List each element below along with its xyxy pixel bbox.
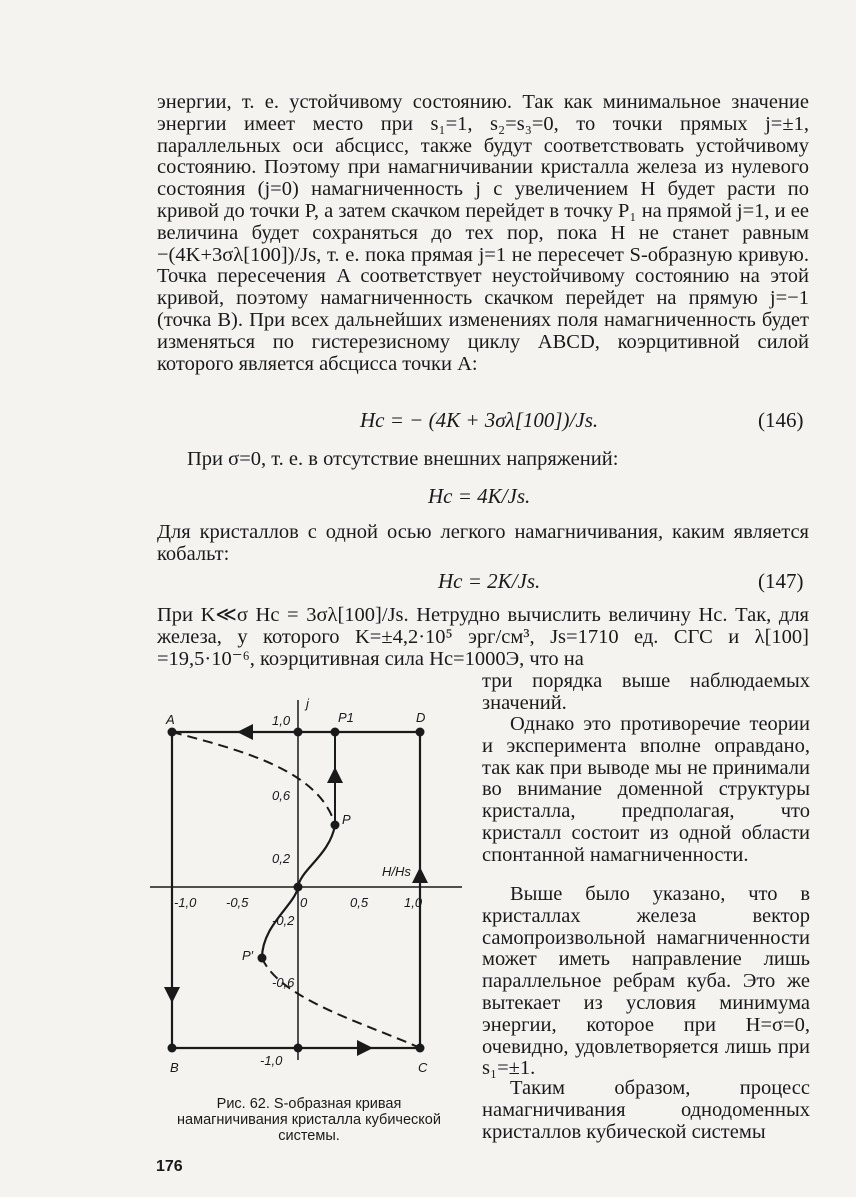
y-tick-6: -1,0 xyxy=(260,1053,283,1068)
point-a xyxy=(168,728,177,737)
equation-hc: Hc = 4K/Js. xyxy=(428,484,531,508)
figure-caption: Рис. 62. S-образная кривая намагничивания кристалла кубической системы. xyxy=(177,1096,441,1144)
x-tick-1: -1,0 xyxy=(174,895,197,910)
point-origin xyxy=(294,883,303,892)
y-tick-3: 0,2 xyxy=(272,851,291,866)
equation-146-number: (146) xyxy=(758,408,804,432)
y-tick-4: -0,2 xyxy=(272,913,295,928)
x-tick-3: 0 xyxy=(300,895,308,910)
label-c: C xyxy=(418,1060,428,1075)
s-curve-dashed-lower xyxy=(262,958,420,1048)
label-j: j xyxy=(306,696,309,711)
paragraph-4: При K≪σ Hc = 3σλ[100]/Js. Нетрудно вычислить величину Hc. Так, для железа, у которого K=±4,2·10⁵ эрг/см³, Js=1710 ед. СГС и λ[100] =19,5·10⁻⁶, коэрцитивная сила Hc=1000Э, что на xyxy=(157,604,809,670)
label-d: D xyxy=(416,710,426,725)
x-tick-2: -0,5 xyxy=(226,895,249,910)
paragraph-6: Выше было указано, что в кристаллах железа вектор самопроизвольной намагниченности может иметь направление лишь параллельное ребрам куба. Это же вытекает из условия минимума энергии, которое при H=σ=0, очевидно, удовлетворяется лишь при s₁=±1. xyxy=(482,883,810,1080)
figure-62-s-curve xyxy=(150,680,470,1080)
point-top-axis xyxy=(294,728,303,737)
equation-147: Hc = 2K/Js. xyxy=(438,569,541,593)
s-curve-dashed-upper xyxy=(172,732,335,825)
point-d xyxy=(416,728,425,737)
equation-146: Hc = − (4K + 3σλ[100])/Js. xyxy=(360,408,599,432)
paragraph-1: энергии, т. е. устойчивому состоянию. Так как минимальное значение энергии имеет место при s₁=1, s₂=s₃=0, то точки прямых j=±1, параллельных оси абсцисс, также будут соответствовать устойчивому состоянию. Поэтому при намагничивании кристалла железа из нулевого состояния (j=0) намагниченность j с увеличением H будет расти по кривой до точки P, а затем скачком перейдет в точку P₁ на прямой j=1, и ее величина будет сохраняться до тех пор, пока H не станет равным −(4K+3σλ[100])/Js, т. е. пока прямая j=1 не пересечет S-образную кривую. Точка пересечения A соответствует неустойчивому состоянию на этой кривой, поэтому намагниченность скачком перейдет на прямую j=−1 (точка B). При всех дальнейших изменениях поля намагниченность будет изменяться по гистерезисному циклу ABCD, коэрцитивной силой которого является абсцисса точки A: xyxy=(157,91,809,375)
label-p-prime: P′ xyxy=(242,948,254,963)
label-p: P xyxy=(342,812,351,827)
point-p-prime xyxy=(258,954,267,963)
point-p1 xyxy=(331,728,340,737)
paragraph-2: При σ=0, т. е. в отсутствие внешних напряжений: xyxy=(187,448,619,470)
paragraph-4-continued: три порядка выше наблюдаемых значений. xyxy=(482,670,810,714)
equation-147-number: (147) xyxy=(758,569,804,593)
page-number: 176 xyxy=(156,1158,183,1175)
y-tick-1: 1,0 xyxy=(272,713,291,728)
label-hhs: H/Hs xyxy=(382,864,411,879)
point-b xyxy=(168,1044,177,1053)
point-bottom-axis xyxy=(294,1044,303,1053)
label-p1: P1 xyxy=(338,710,354,725)
point-p xyxy=(331,821,340,830)
paragraph-7: Таким образом, процесс намагничивания однодоменных кристаллов кубической системы xyxy=(482,1077,810,1143)
x-tick-5: 1,0 xyxy=(404,895,423,910)
paragraph-3: Для кристаллов с одной осью легкого намагничивания, каким является кобальт: xyxy=(157,521,809,565)
x-tick-4: 0,5 xyxy=(350,895,369,910)
label-a: A xyxy=(166,712,175,727)
y-tick-5: -0,6 xyxy=(272,975,295,990)
label-b: B xyxy=(170,1060,179,1075)
point-c xyxy=(416,1044,425,1053)
y-tick-2: 0,6 xyxy=(272,788,291,803)
paragraph-5: Однако это противоречие теории и эксперимента вполне оправдано, так как при выводе мы не принимали во внимание доменной структуры кристалла, предполагая, что кристалл состоит из одной области спонтанной намагниченности. xyxy=(482,713,810,866)
